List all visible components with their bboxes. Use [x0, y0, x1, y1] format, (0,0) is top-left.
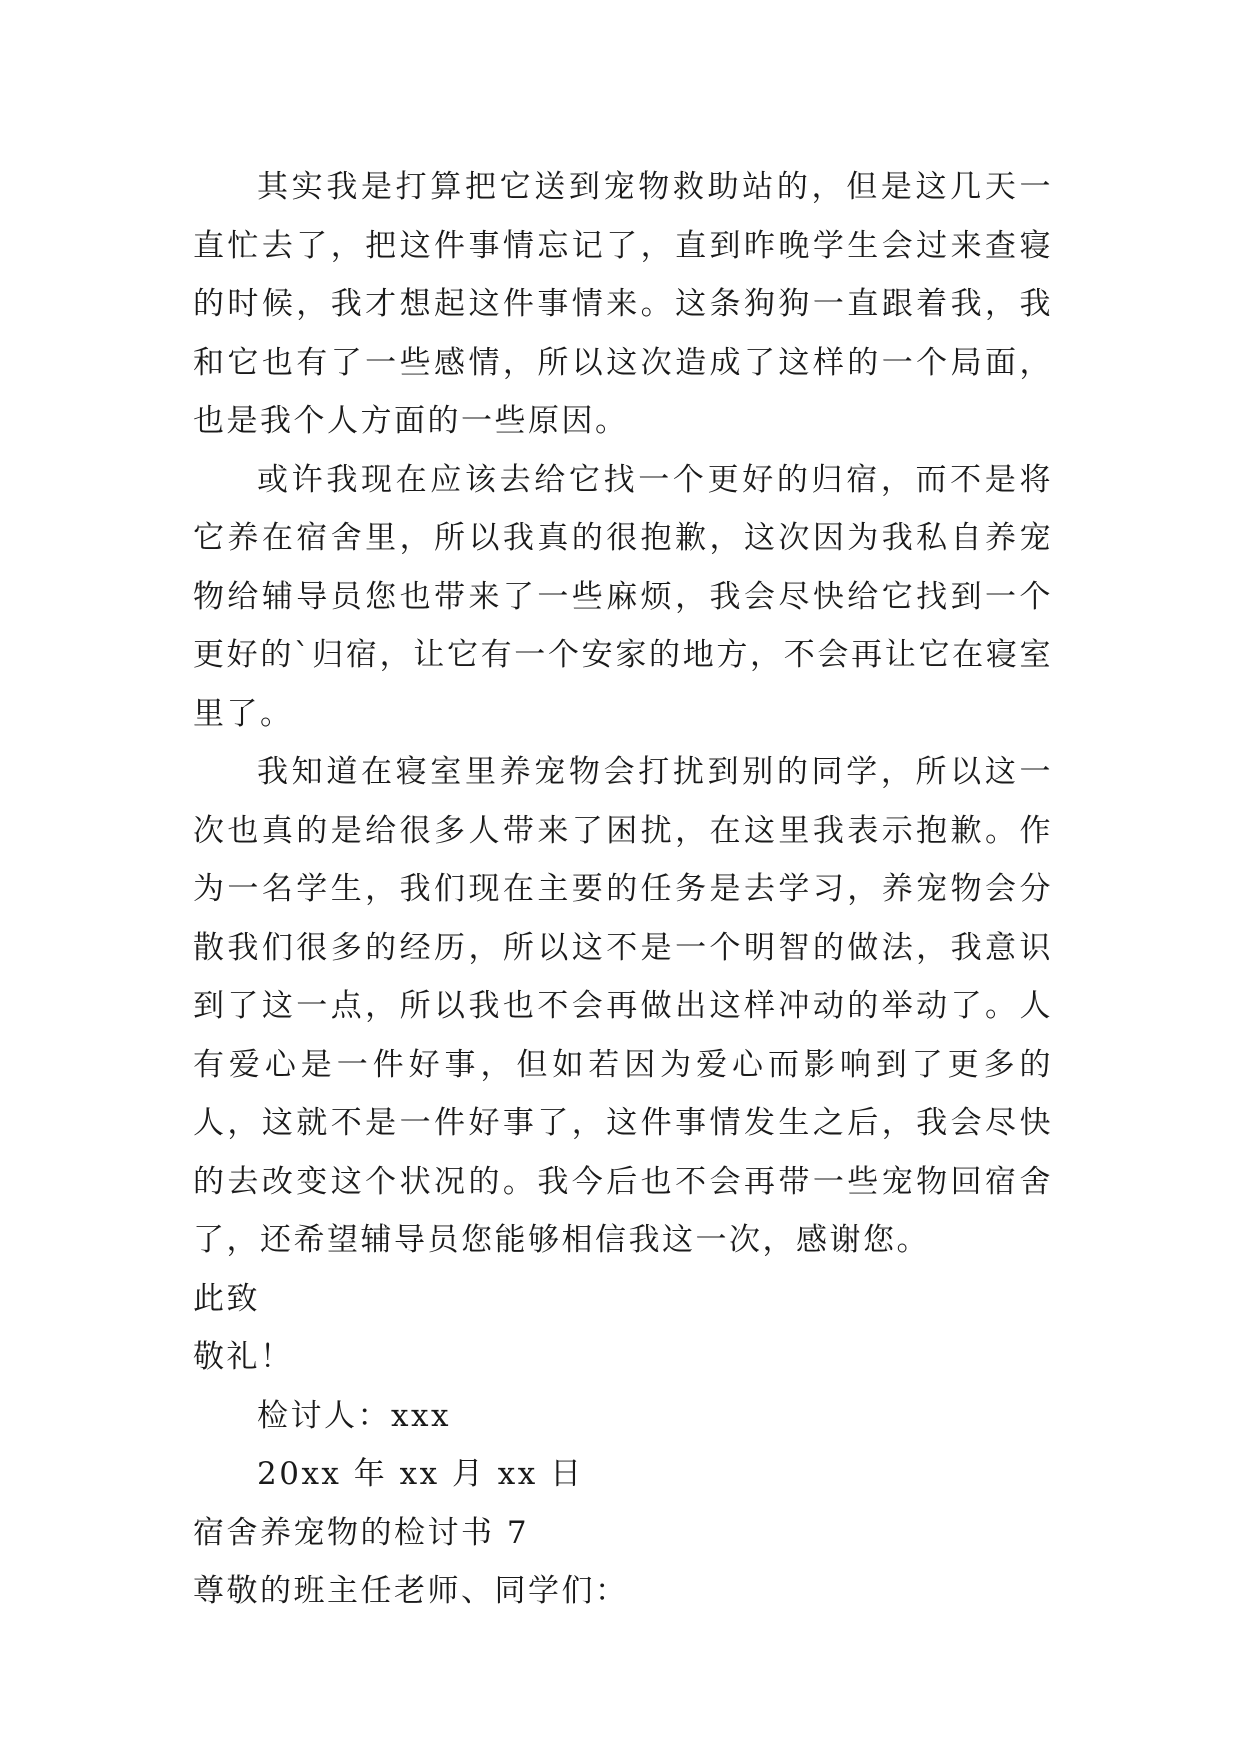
- closing-line-2: 敬礼！: [193, 1339, 294, 1375]
- signer-line: 检讨人：xxx: [257, 1397, 451, 1434]
- next-document-salutation: 尊敬的班主任老师、同学们：: [193, 1573, 629, 1609]
- next-document-title: 宿舍养宠物的检讨书 7: [193, 1514, 530, 1551]
- document-body: [193, 158, 1053, 1621]
- paragraph-apology: 我知道在寝室里养宠物会打扰到别的同学，所以这一次也真的是给很多人带来了困扰，在这里我表示抱歉。作为一名学生，我们现在主要的任务是去学习，养宠物会分散我们很多的经历，所以这不是一个明智的做法，我意识到了这一点，所以我也不会再做出这样冲动的举动了。人有爱心是一件好事，但如若因为爱心而影响到了更多的人，这就不是一件好事了，这件事情发生之后，我会尽快的去改变这个状况的。我今后也不会再带一些宠物回宿舍了，还希望辅导员您能够相信我这一次，感谢您。: [193, 754, 1053, 1258]
- paragraph-pet-rescue: 其实我是打算把它送到宠物救助站的，但是这几天一直忙去了，把这件事情忘记了，直到昨晚学生会过来查寝的时候，我才想起这件事情来。这条狗狗一直跟着我，我和它也有了一些感情，所以这次造成了这样的一个局面，也是我个人方面的一些原因。: [193, 169, 1053, 439]
- closing-line-1: 此致: [193, 1280, 260, 1317]
- date-line: 20xx 年 xx 月 xx 日: [257, 1456, 584, 1492]
- paragraph-new-home: 或许我现在应该去给它找一个更好的归宿，而不是将它养在宿舍里，所以我真的很抱歉，这次因为我私自养宠物给辅导员您也带来了一些麻烦，我会尽快给它找到一个更好的`归宿，让它有一个安家的地方，不会再让它在寝室里了。: [193, 461, 1053, 732]
